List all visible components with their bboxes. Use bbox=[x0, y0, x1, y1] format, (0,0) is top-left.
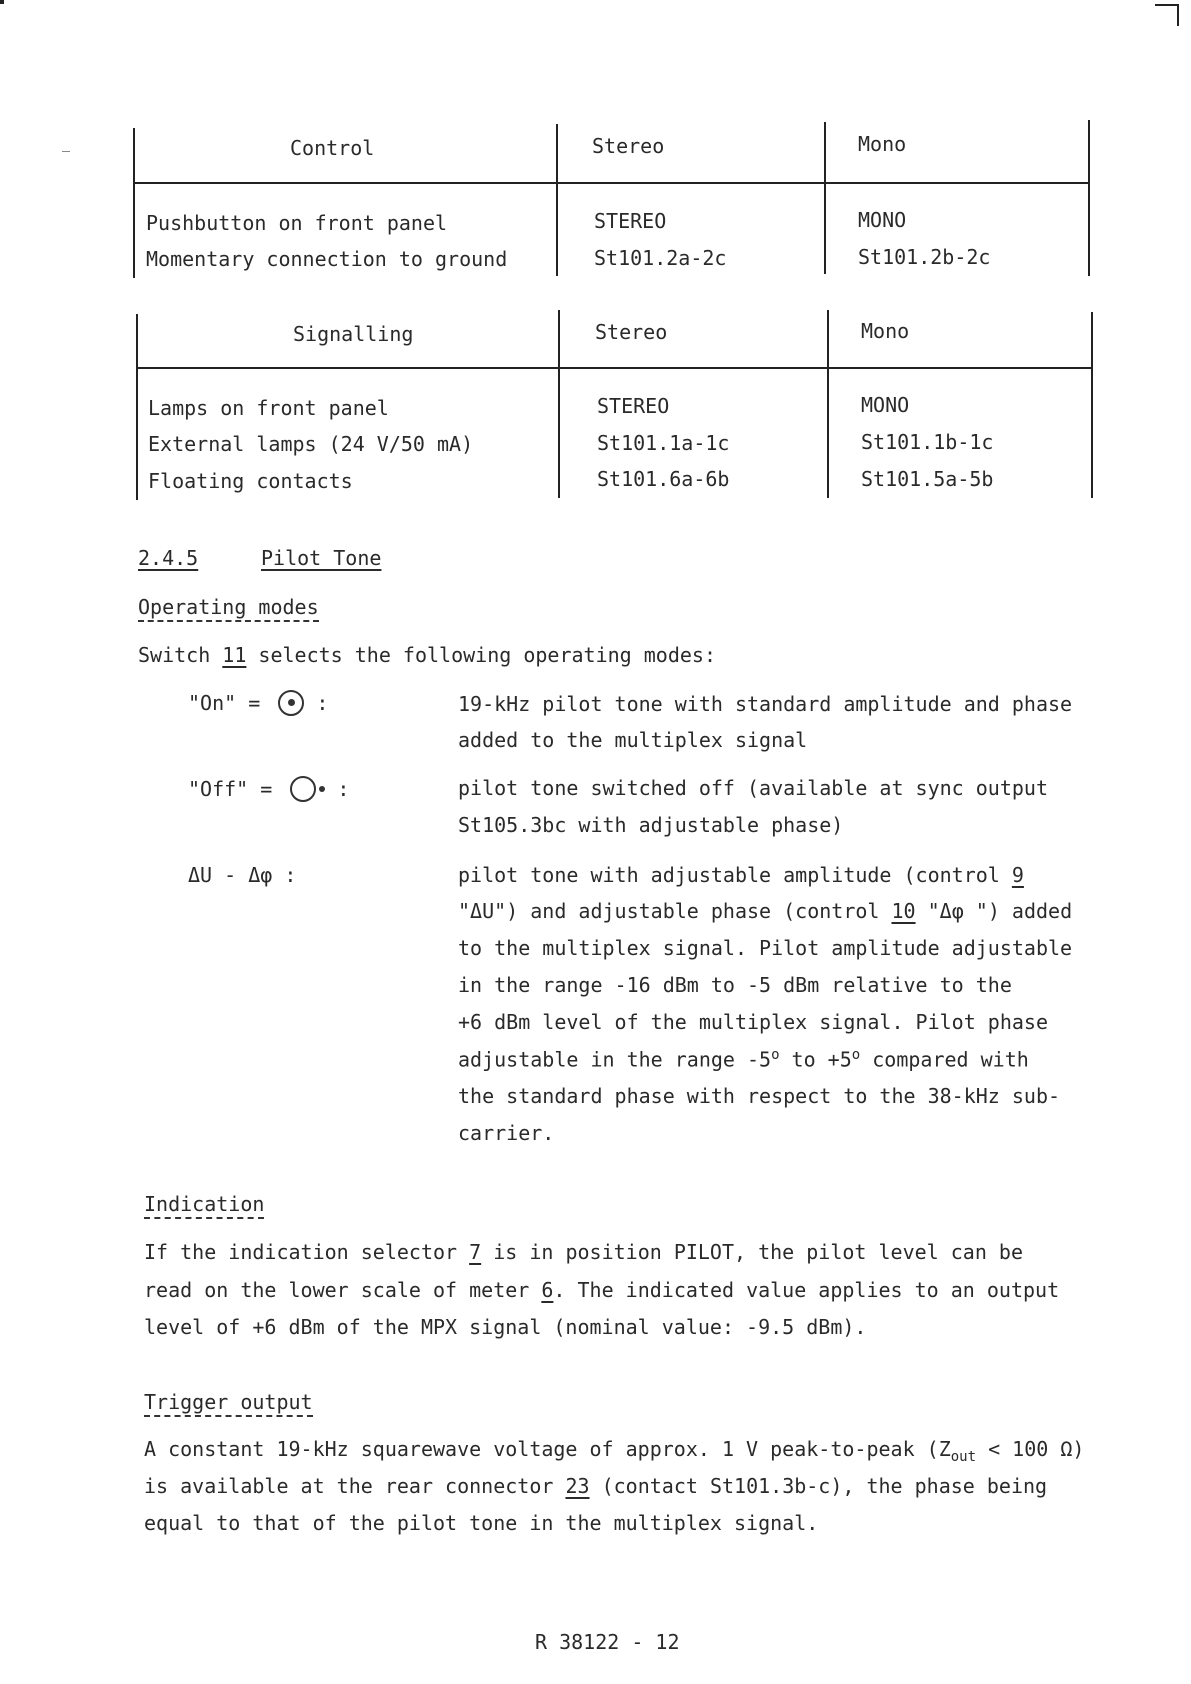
intro-suffix: selects the following operating modes: bbox=[246, 643, 716, 667]
table-left-border bbox=[133, 128, 135, 278]
text: "Δφ ") added bbox=[915, 899, 1073, 923]
text: . The indicated value applies to an output bbox=[553, 1278, 1060, 1302]
table-divider bbox=[824, 122, 826, 274]
table-right-border bbox=[1091, 312, 1093, 498]
table-cell: STEREO bbox=[597, 394, 670, 418]
mode-adj-desc-line: carrier. bbox=[458, 1121, 555, 1145]
control-ref: 10 bbox=[891, 899, 916, 923]
table-cell: St101.5a-5b bbox=[861, 467, 994, 491]
table-cell: Floating contacts bbox=[148, 469, 353, 493]
margin-dash bbox=[62, 151, 70, 152]
trigger-output-line bbox=[144, 1474, 1047, 1498]
control-ref: 7 bbox=[469, 1240, 482, 1264]
table-cell: St101.1b-1c bbox=[861, 430, 994, 454]
table-divider bbox=[558, 310, 560, 498]
indication-line bbox=[144, 1278, 1059, 1302]
mode-adj-desc-line bbox=[458, 899, 1072, 923]
text: If the indication selector bbox=[144, 1240, 470, 1264]
table-divider bbox=[556, 124, 558, 276]
colon: : bbox=[316, 691, 329, 715]
mode-on-text: "On" = bbox=[188, 691, 261, 715]
control-ref: 6 bbox=[541, 1278, 554, 1302]
mode-off-desc-line: St105.3bc with adjustable phase) bbox=[458, 813, 844, 837]
mode-adj-desc-line bbox=[458, 863, 1024, 887]
subscript: out bbox=[950, 1449, 977, 1465]
table-cell: MONO bbox=[861, 393, 910, 417]
mode-on-desc-line: 19-kHz pilot tone with standard amplitude and phase bbox=[458, 692, 1073, 716]
text: read on the lower scale of meter bbox=[144, 1278, 542, 1302]
empty-circle-icon bbox=[290, 776, 316, 802]
table-cell: MONO bbox=[858, 208, 907, 232]
mode-adjustable-label: ΔU - Δφ : bbox=[188, 863, 297, 887]
indication-heading: Indication bbox=[144, 1192, 264, 1219]
dot-icon bbox=[319, 786, 325, 792]
mode-adj-desc-line: the standard phase with respect to the 38-kHz sub- bbox=[458, 1084, 1061, 1108]
table-cell: St101.6a-6b bbox=[597, 467, 730, 491]
corner-mark-vertical bbox=[1177, 4, 1179, 26]
table-cell: St101.2a-2c bbox=[594, 246, 727, 270]
table-divider bbox=[827, 310, 829, 498]
text: (contact St101.3b-c), the phase being bbox=[589, 1474, 1048, 1498]
page-footer: R 38122 - 12 bbox=[535, 1630, 680, 1654]
mode-adj-desc-line: +6 dBm level of the multiplex signal. Pilot phase bbox=[458, 1010, 1049, 1034]
mode-off-label bbox=[188, 777, 349, 804]
trigger-output-heading: Trigger output bbox=[144, 1390, 313, 1417]
mode-adj-desc-line bbox=[458, 1047, 1029, 1072]
operating-modes-intro bbox=[138, 643, 716, 667]
colon: : bbox=[337, 777, 350, 801]
text: adjustable in the range -5 bbox=[458, 1047, 772, 1072]
connector-ref: 23 bbox=[565, 1474, 590, 1498]
trigger-output-line: equal to that of the pilot tone in the multiplex signal. bbox=[144, 1511, 819, 1535]
header-rule bbox=[133, 182, 1090, 184]
text: is in position PILOT, the pilot level can be bbox=[481, 1240, 1024, 1264]
indication-line: level of +6 dBm of the MPX signal (nominal value: -9.5 dBm). bbox=[144, 1315, 867, 1339]
trigger-output-line bbox=[144, 1437, 1084, 1465]
text: pilot tone with adjustable amplitude (control bbox=[458, 863, 1012, 887]
text: to +5 bbox=[779, 1047, 852, 1072]
table-left-border bbox=[136, 314, 138, 500]
operating-modes-heading: Operating modes bbox=[138, 595, 319, 622]
mode-on-desc-line: added to the multiplex signal bbox=[458, 728, 808, 752]
dot-in-circle-icon bbox=[278, 690, 304, 716]
table-header-stereo: Stereo bbox=[595, 320, 668, 344]
table-cell: Pushbutton on front panel bbox=[146, 211, 448, 235]
table-header-control: Control bbox=[290, 136, 375, 160]
text: < 100 Ω) bbox=[976, 1437, 1085, 1461]
table-cell: Momentary connection to ground bbox=[146, 247, 508, 271]
table-cell: St101.2b-2c bbox=[858, 245, 991, 269]
table-cell: St101.1a-1c bbox=[597, 431, 730, 455]
edge-mark bbox=[0, 0, 4, 4]
mode-off-desc-line: pilot tone switched off (available at sync output bbox=[458, 776, 1049, 800]
control-ref: 11 bbox=[222, 643, 247, 667]
corner-mark-horizontal bbox=[1155, 4, 1179, 6]
mode-adj-desc-line: to the multiplex signal. Pilot amplitude adjustable bbox=[458, 936, 1073, 960]
indication-line bbox=[144, 1240, 1023, 1264]
text: "ΔU") and adjustable phase (control bbox=[458, 899, 892, 923]
section-title: Pilot Tone bbox=[261, 546, 382, 570]
table-cell: Lamps on front panel bbox=[148, 396, 389, 420]
text: compared with bbox=[860, 1047, 1029, 1072]
degree-mark: o bbox=[771, 1047, 780, 1063]
control-ref: 9 bbox=[1011, 863, 1024, 887]
table-cell: External lamps (24 V/50 mA) bbox=[148, 432, 474, 456]
table-header-stereo: Stereo bbox=[592, 134, 665, 158]
header-rule bbox=[136, 367, 1093, 369]
table-cell: STEREO bbox=[594, 209, 667, 233]
mode-off-text: "Off" = bbox=[188, 777, 273, 801]
mode-on-label bbox=[188, 691, 328, 718]
section-number: 2.4.5 bbox=[138, 546, 199, 570]
table-right-border bbox=[1088, 120, 1090, 276]
table-header-mono: Mono bbox=[861, 319, 910, 343]
table-header-mono: Mono bbox=[858, 132, 907, 156]
text: A constant 19-kHz squarewave voltage of approx. 1 V peak-to-peak (Z bbox=[144, 1437, 951, 1461]
intro-prefix: Switch bbox=[138, 643, 223, 667]
degree-mark: o bbox=[851, 1047, 861, 1063]
mode-adj-desc-line: in the range -16 dBm to -5 dBm relative to the bbox=[458, 973, 1012, 997]
table-header-signalling: Signalling bbox=[293, 322, 414, 346]
text: is available at the rear connector bbox=[144, 1474, 566, 1498]
